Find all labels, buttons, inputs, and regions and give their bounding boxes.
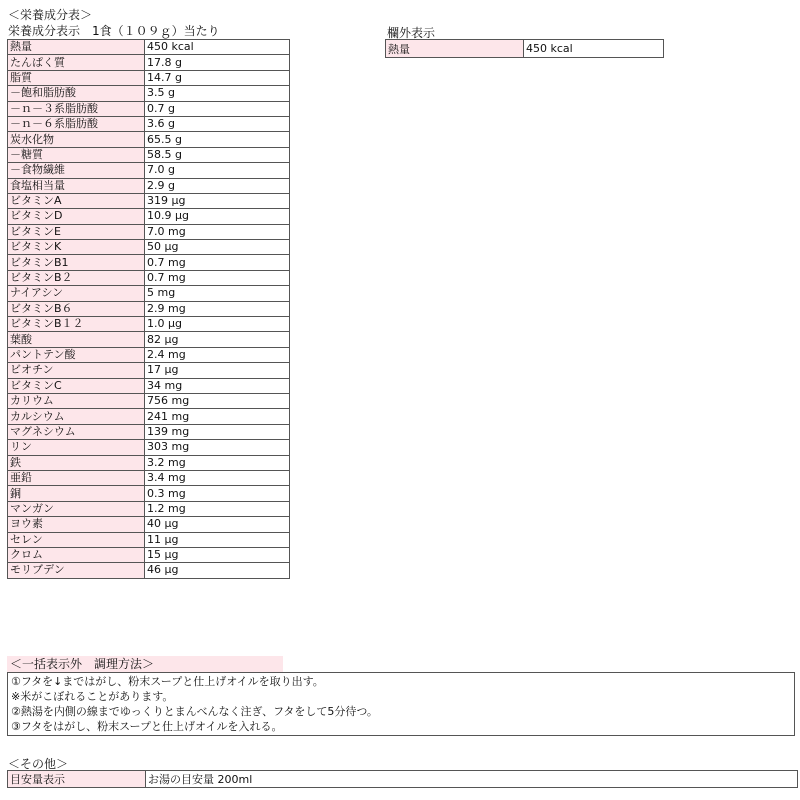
nutrient-name: マンガン: [8, 501, 145, 516]
table-row: [8, 132, 290, 147]
other-value: お湯の目安量 200ml: [146, 771, 798, 788]
nutrient-name: カルシウム: [8, 409, 145, 424]
nutrient-value: 3.2 mg: [145, 455, 290, 470]
nutrient-name: カリウム: [8, 393, 145, 408]
cooking-line: ①フタを↓まではがし、粉末スープと仕上げオイルを取り出す。: [11, 675, 324, 688]
nutrient-name: 葉酸: [8, 332, 145, 347]
nutrient-value: 0.7 mg: [145, 255, 290, 270]
table-row: [8, 547, 290, 562]
table-row: [8, 163, 290, 178]
nutrient-value: 7.0 mg: [145, 224, 290, 239]
nutrient-name: モリブデン: [8, 563, 145, 578]
table-row: [386, 40, 664, 58]
nutrient-value: 319 μg: [145, 193, 290, 208]
nutrient-value: 1.2 mg: [145, 501, 290, 516]
nutrient-name: ビタミンB２: [8, 270, 145, 285]
nutrient-value: 58.5 g: [145, 147, 290, 162]
other-table: [7, 770, 798, 788]
nutrient-value: 0.3 mg: [145, 486, 290, 501]
table-row: [8, 486, 290, 501]
nutrient-value: 11 μg: [145, 532, 290, 547]
table-row: [8, 55, 290, 70]
table-row: [8, 240, 290, 255]
nutrient-value: 3.5 g: [145, 86, 290, 101]
extra-label: 欄外表示: [387, 26, 436, 40]
nutrient-value: 1.0 μg: [145, 317, 290, 332]
nutrient-value: 82 μg: [145, 332, 290, 347]
table-row: [8, 424, 290, 439]
nutrient-name: 熱量: [8, 40, 145, 55]
nutrient-value: 40 μg: [145, 517, 290, 532]
nutrient-value: 7.0 g: [145, 163, 290, 178]
nutrient-value: 17.8 g: [145, 55, 290, 70]
nutrient-value: 756 mg: [145, 393, 290, 408]
section-title: ＜栄養成分表＞: [8, 8, 93, 22]
nutrient-value: 3.4 mg: [145, 470, 290, 485]
table-row: [8, 86, 290, 101]
nutrient-name: クロム: [8, 547, 145, 562]
table-row: [8, 378, 290, 393]
table-row: [8, 393, 290, 408]
other-name: 目安量表示: [8, 771, 146, 788]
table-caption: 栄養成分表示 1食（１０９ｇ）当たり: [8, 24, 220, 38]
nutrient-name: セレン: [8, 532, 145, 547]
nutrient-name: －飽和脂肪酸: [8, 86, 145, 101]
table-row: [8, 70, 290, 85]
table-row: [8, 517, 290, 532]
nutrient-name: ビタミンK: [8, 240, 145, 255]
nutrient-name: マグネシウム: [8, 424, 145, 439]
nutrient-name: ビタミンB１２: [8, 317, 145, 332]
cooking-line: ②熱湯を内側の線までゆっくりとまんべんなく注ぎ、フタをして5分待つ。: [11, 705, 378, 718]
table-row: [8, 147, 290, 162]
table-row: [8, 317, 290, 332]
nutrient-name: 鉄: [8, 455, 145, 470]
nutrient-name: 亜鉛: [8, 470, 145, 485]
nutrient-name: 炭水化物: [8, 132, 145, 147]
extra-name: 熱量: [386, 40, 524, 58]
nutrient-name: －ｎ－６系脂肪酸: [8, 116, 145, 131]
nutrient-value: 14.7 g: [145, 70, 290, 85]
table-row: [8, 332, 290, 347]
table-row: [8, 255, 290, 270]
nutrient-value: 2.9 mg: [145, 301, 290, 316]
nutrient-name: －食物繊維: [8, 163, 145, 178]
nutrient-value: 10.9 μg: [145, 209, 290, 224]
cooking-instructions: [7, 672, 795, 736]
table-row: [8, 771, 798, 788]
table-row: [8, 563, 290, 578]
extra-table: [385, 39, 664, 58]
nutrient-name: ビタミンD: [8, 209, 145, 224]
nutrient-value: 0.7 g: [145, 101, 290, 116]
nutrient-value: 3.6 g: [145, 116, 290, 131]
table-row: [8, 409, 290, 424]
nutrient-name: ナイアシン: [8, 286, 145, 301]
table-row: [8, 501, 290, 516]
table-row: [8, 286, 290, 301]
table-row: [8, 455, 290, 470]
nutrient-name: －糖質: [8, 147, 145, 162]
nutrient-name: 脂質: [8, 70, 145, 85]
cooking-title: ＜一括表示外 調理方法＞: [7, 656, 283, 672]
nutrient-value: 50 μg: [145, 240, 290, 255]
nutrient-value: 450 kcal: [145, 40, 290, 55]
nutrient-name: 銅: [8, 486, 145, 501]
table-row: [8, 178, 290, 193]
table-row: [8, 101, 290, 116]
table-row: [8, 470, 290, 485]
nutrient-name: パントテン酸: [8, 347, 145, 362]
table-row: [8, 363, 290, 378]
nutrient-value: 2.4 mg: [145, 347, 290, 362]
nutrient-name: 食塩相当量: [8, 178, 145, 193]
table-row: [8, 532, 290, 547]
nutrient-value: 65.5 g: [145, 132, 290, 147]
nutrient-value: 15 μg: [145, 547, 290, 562]
nutrient-value: 303 mg: [145, 440, 290, 455]
nutrient-value: 5 mg: [145, 286, 290, 301]
table-row: [8, 301, 290, 316]
nutrient-name: ビオチン: [8, 363, 145, 378]
nutrient-value: 139 mg: [145, 424, 290, 439]
table-row: [8, 209, 290, 224]
nutrient-name: －ｎ－３系脂肪酸: [8, 101, 145, 116]
nutrient-name: ヨウ素: [8, 517, 145, 532]
nutrient-value: 46 μg: [145, 563, 290, 578]
other-title: ＜その他＞: [8, 757, 69, 771]
cooking-line: ※米がこぼれることがあります。: [11, 690, 174, 703]
nutrient-value: 241 mg: [145, 409, 290, 424]
nutrient-value: 17 μg: [145, 363, 290, 378]
nutrient-value: 34 mg: [145, 378, 290, 393]
cooking-line: ③フタをはがし、粉末スープと仕上げオイルを入れる。: [11, 720, 283, 733]
nutrient-name: ビタミンA: [8, 193, 145, 208]
nutrient-name: ビタミンC: [8, 378, 145, 393]
nutrient-name: ビタミンE: [8, 224, 145, 239]
nutrient-name: リン: [8, 440, 145, 455]
nutrient-name: ビタミンB６: [8, 301, 145, 316]
nutrient-name: ビタミンB1: [8, 255, 145, 270]
table-row: [8, 270, 290, 285]
table-row: [8, 40, 290, 55]
nutrient-value: 0.7 mg: [145, 270, 290, 285]
table-row: [8, 224, 290, 239]
nutrient-value: 2.9 g: [145, 178, 290, 193]
nutrient-name: たんぱく質: [8, 55, 145, 70]
nutrition-table: [7, 39, 290, 579]
table-row: [8, 193, 290, 208]
table-row: [8, 440, 290, 455]
table-row: [8, 116, 290, 131]
table-row: [8, 347, 290, 362]
extra-value: 450 kcal: [524, 40, 664, 58]
